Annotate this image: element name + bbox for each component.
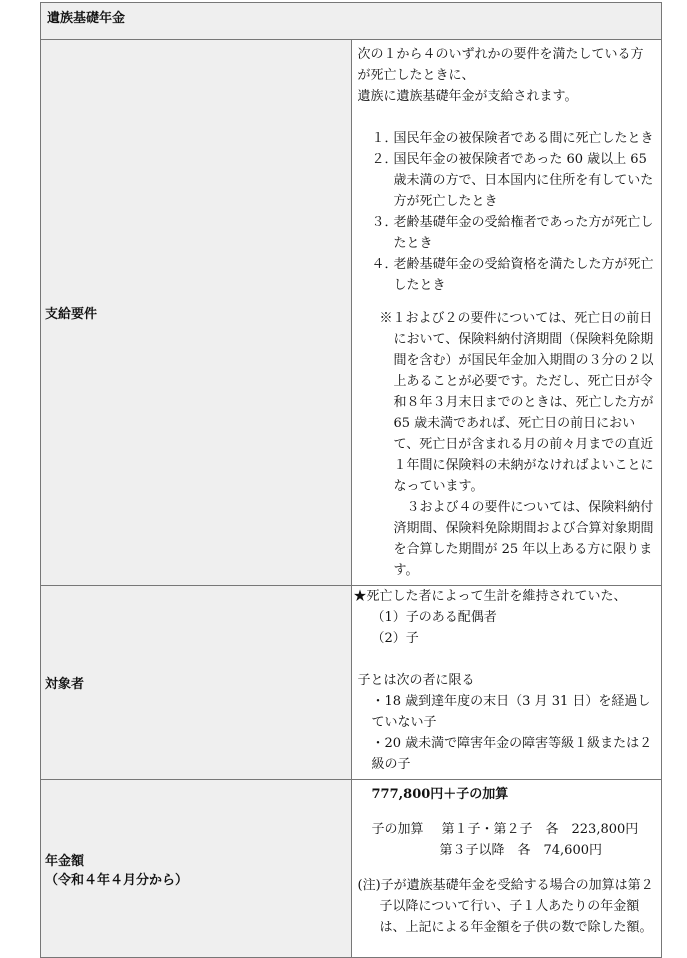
pension-table: [40, 2, 662, 958]
amount-label: [41, 780, 352, 958]
requirement-item-3: ３． 老齢基礎年金の受給権者であった方が死亡したとき: [371, 215, 654, 251]
eligible-line-6: ・20 歳未満で障害年金の障害等級１級または２級の子: [371, 736, 653, 772]
kasan-value-2: 第３子以降 各 74,600円: [439, 843, 602, 858]
eligible-line-1: ★死亡した者によって生計を維持されていた、: [353, 589, 627, 604]
requirements-content: [351, 40, 662, 586]
requirements-intro-line2: 遺族に遺族基礎年金が支給されます。: [357, 89, 578, 104]
requirement-item-2: ２． 国民年金の被保険者であった 60 歳以上 65 歳未満の方で、日本国内に住所を有していた方が死亡したとき: [371, 152, 654, 209]
kasan-label: 子の加算: [371, 822, 424, 837]
amount-note: (注)子が遺族基礎年金を受給する場合の加算は第２子以降について行い、子１人あたりの年金額は、上記による年金額を子供の数で除した額。: [357, 878, 654, 935]
eligible-label: 対象者: [41, 586, 352, 780]
eligible-line-4: 子とは次の者に限る: [357, 673, 475, 688]
eligible-line-3: （2）子: [371, 631, 419, 646]
amount-label-line2: （令和４年４月分から）: [45, 872, 189, 888]
requirement-item-1: １． 国民年金の被保険者である間に死亡したとき: [371, 131, 654, 146]
eligible-line-5: ・18 歳到達年度の末日（3 月 31 日）を経過していない子: [371, 694, 651, 730]
requirements-note-1: ※１および２の要件については、死亡日の前日において、保険料納付済期間（保険料免除期間を含む）が国民年金加入期間の３分の２以上あることが必要です。ただし、死亡日が令和８年３月末日までのときは、死亡した方が 65 歳未満であれば、死亡日の前日において、死亡日が含まれる月の前々月までの直近１年間に保険料の未納がなければよいことになっています。: [379, 311, 654, 494]
eligible-content: [351, 586, 662, 780]
kasan-row-2: [358, 840, 656, 861]
requirement-item-4: ４． 老齢基礎年金の受給資格を満たした方が死亡したとき: [371, 257, 654, 293]
requirements-label: 支給要件: [41, 40, 352, 586]
kasan-row-1: [358, 819, 656, 840]
requirements-intro-line1: 次の１から４のいずれかの要件を満たしている方が死亡したときに、: [357, 47, 644, 83]
kasan-value-1: 第１子・第２子 各 223,800円: [441, 822, 639, 837]
table-title: 遺族基礎年金: [41, 3, 662, 40]
eligible-line-2: （1）子のある配偶者: [371, 610, 497, 625]
amount-content: [351, 780, 662, 958]
requirements-note-2: ３および４の要件については、保険料納付済期間、保険料免除期間および合算対象期間を合算した期間が 25 年以上ある方に限ります。: [393, 500, 654, 578]
amount-main: 777,800円＋子の加算: [371, 787, 509, 802]
amount-label-line1: 年金額: [45, 853, 85, 869]
